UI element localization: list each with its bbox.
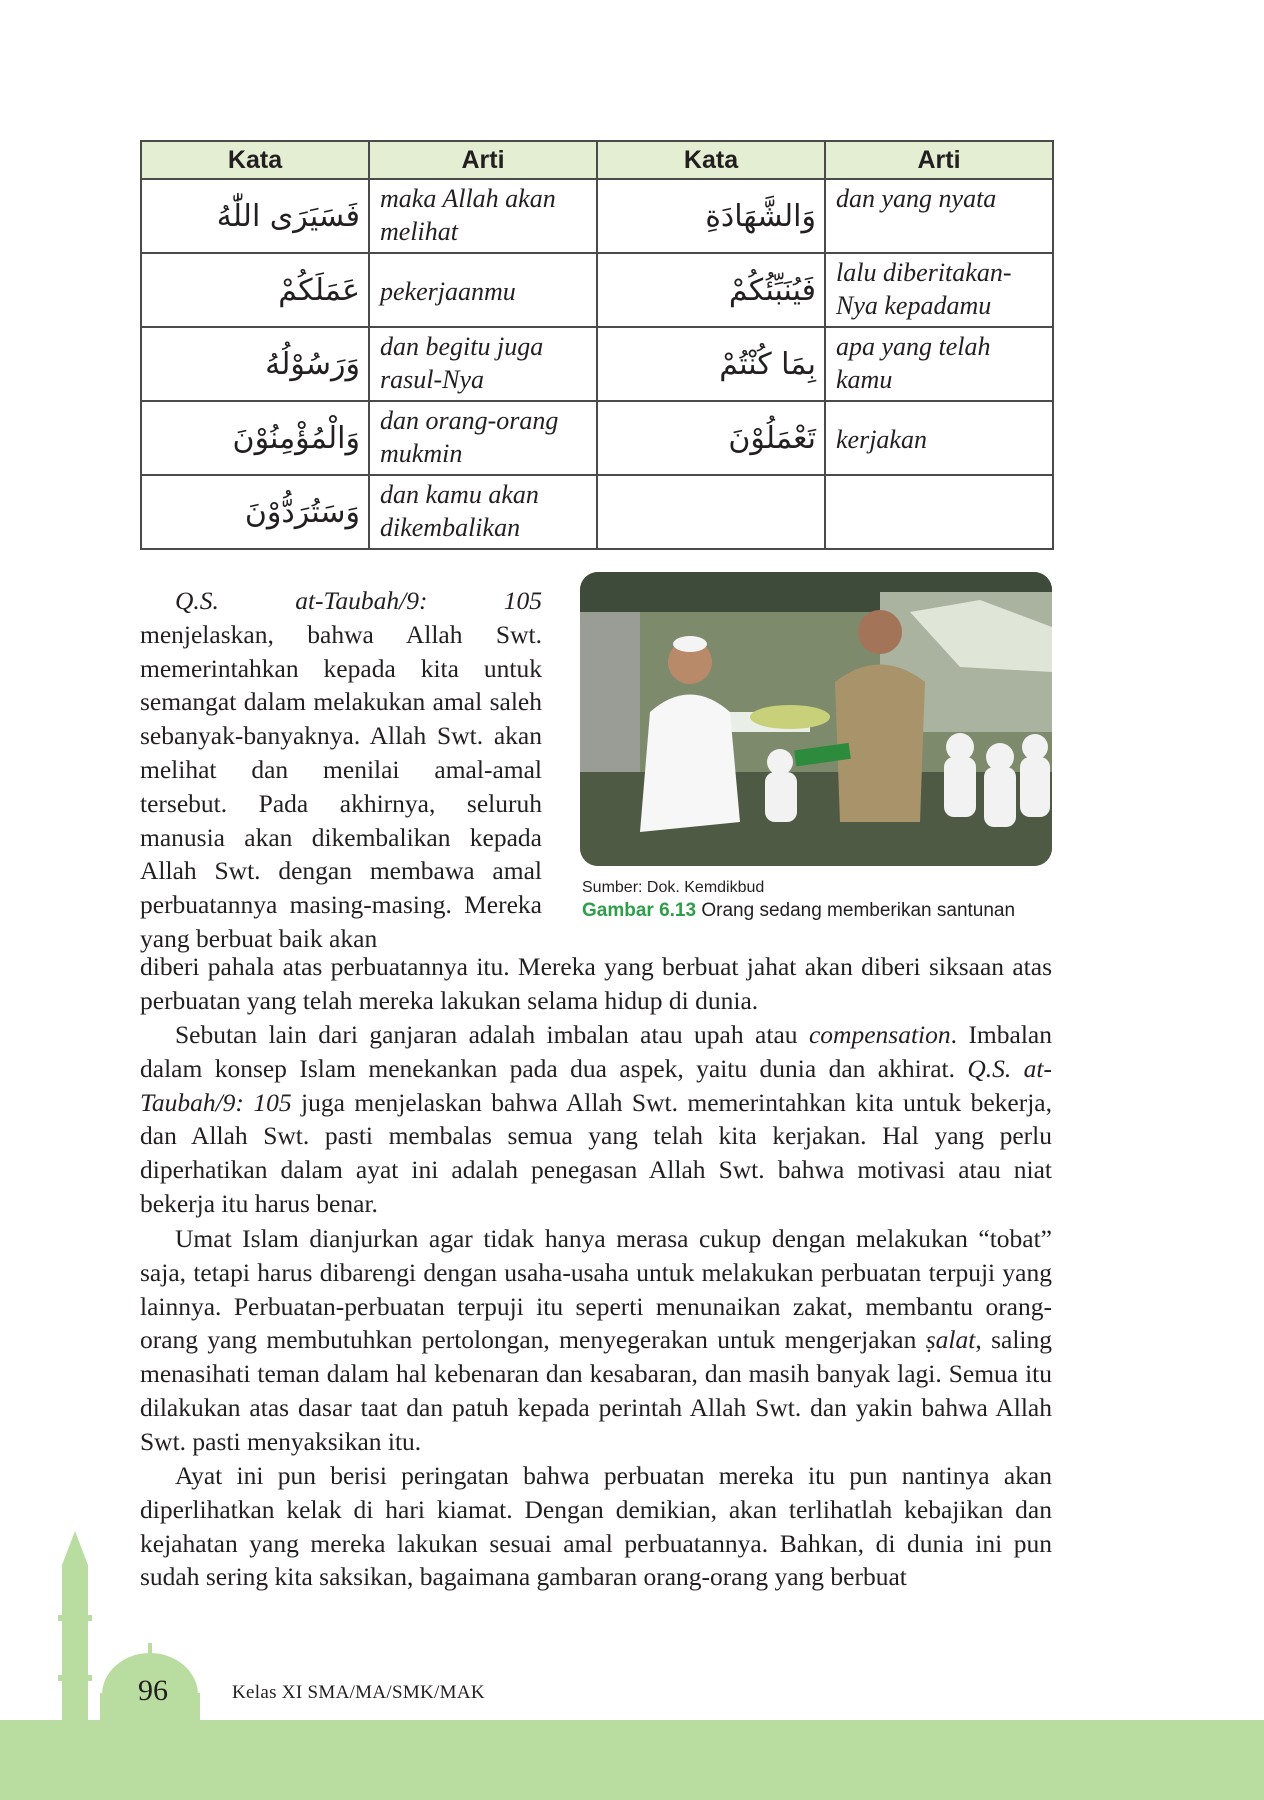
italic-term: ṣalat: [925, 1325, 976, 1355]
header-kata-1: Kata: [141, 141, 369, 179]
paragraph-3: [140, 1222, 1052, 1459]
arabic-word: [597, 475, 825, 549]
word-meaning: dan begitu juga rasul-Nya: [369, 327, 597, 401]
header-arti-1: Arti: [369, 141, 597, 179]
verse-reference: Q.S. at-Taubah/9: 105: [175, 586, 542, 615]
arabic-word: وَسَتُرَدُّوْنَ: [141, 475, 369, 549]
paragraph-text: menjelaskan, bahwa Allah Swt. memerintahkan kepada kita untuk semangat dalam melakukan amal saleh sebanyak-banyaknya. Allah Swt. akan melihat dan menilai amal-amal tersebut. Pada akhirnya, seluruh manusia akan dikembalikan kepada Allah Swt. dengan membawa amal perbuatannya masing-masing. Mereka yang berbuat baik akan: [140, 619, 542, 953]
arabic-word: وَالشَّهَادَةِ: [597, 179, 825, 253]
word-meaning: dan yang nyata: [825, 179, 1053, 253]
word-meaning: pekerjaanmu: [369, 253, 597, 327]
arabic-word: وَالْمُؤْمِنُوْنَ: [141, 401, 369, 475]
table-row: [141, 327, 1053, 401]
word-meaning: dan orang-orang mukmin: [369, 401, 597, 475]
photo-illustration: [580, 572, 1052, 866]
table-row: [141, 179, 1053, 253]
figure-caption-text: Orang sedang memberikan santunan: [696, 900, 1016, 921]
arabic-word: فَيُنَبِّئُكُمْ: [597, 253, 825, 327]
arabic-word: عَمَلَكُمْ: [141, 253, 369, 327]
table-row: [141, 253, 1053, 327]
figure-caption: [582, 900, 1015, 922]
word-meaning: apa yang telah kamu: [825, 327, 1053, 401]
header-kata-2: Kata: [597, 141, 825, 179]
page-number: 96: [138, 1674, 168, 1707]
footer-book-title: Kelas XI SMA/MA/SMK/MAK: [232, 1682, 485, 1703]
paragraph-1-continued: diberi pahala atas perbuatannya itu. Mereka yang berbuat jahat akan diberi siksaan atas perbuatan yang telah mereka lakukan selama hidup di dunia.: [140, 952, 1052, 1015]
paragraph-text: Umat Islam dianjurkan agar tidak hanya merasa cukup dengan melakukan “tobat” saja, tetapi harus dibarengi dengan usaha-usaha untuk melakukan perbuatan terpuji yang lainnya. Perbuatan-perbuatan terpuji itu seperti menunaikan zakat, membantu orang-orang yang membutuhkan pertolongan, menyegerakan untuk mengerjakan: [140, 1224, 1052, 1355]
word-meaning: kerjakan: [825, 401, 1053, 475]
figure-label: Gambar 6.13: [582, 900, 697, 921]
verse-reference: Q.S. at-Taubah/9: 105: [140, 1053, 1053, 1117]
paragraph-text: Sebutan lain dari ganjaran adalah imbalan atau upah atau: [175, 1020, 809, 1049]
table-header-row: [141, 141, 1053, 179]
arabic-word: وَرَسُوْلُهُ: [141, 327, 369, 401]
word-meaning: maka Allah akan melihat: [369, 179, 597, 253]
arabic-word: فَسَيَرَى اللّٰهُ: [141, 179, 369, 253]
italic-term: compensation: [808, 1020, 951, 1049]
vocabulary-table: [140, 140, 1054, 550]
mosque-silhouette-icon: [0, 1525, 260, 1800]
paragraph-4: Ayat ini pun berisi peringatan bahwa perbuatan mereka itu pun nantinya akan diperlihatkan kelak di hari kiamat. Dengan demikian, akan terlihatlah kebajikan dan kejahatan yang mereka lakukan sesuai amal perbuatannya. Bahkan, di dunia ini pun sudah sering kita saksikan, bagaimana gambaran orang-orang yang berbuat: [140, 1461, 1052, 1592]
arabic-word: تَعْمَلُوْنَ: [597, 401, 825, 475]
arabic-word: بِمَا كُنْتُمْ: [597, 327, 825, 401]
figure-source: Sumber: Dok. Kemdikbud: [582, 879, 765, 896]
word-meaning: [825, 475, 1053, 549]
paragraph-text: juga menjelaskan bahwa Allah Swt. memerintahkan kita untuk bekerja, dan Allah Swt. pasti membalas semua yang telah kita kerjakan. Hal yang perlu diperhatikan dalam ayat ini adalah penegasan Allah Swt. bahwa motivasi atau niat bekerja itu harus benar.: [140, 1087, 1053, 1218]
header-arti-2: Arti: [825, 141, 1053, 179]
word-meaning: dan kamu akan dikembalikan: [369, 475, 597, 549]
photo-santunan: [580, 572, 1052, 866]
word-meaning: lalu diberitakan-Nya kepadamu: [825, 253, 1053, 327]
paragraph-text: . Imbalan dalam konsep Islam menekankan pada dua aspek, yaitu dunia dan akhirat.: [140, 1020, 1052, 1083]
paragraph-text: , saling menasihati teman dalam hal kebenaran dan kesabaran, dan masih banyak lagi. Semua itu dilakukan atas dasar taat dan patuh kepada perintah Allah Swt. dan yakin bahwa Allah Swt. pasti menyaksikan itu.: [140, 1325, 1052, 1456]
paragraph-2: [140, 1018, 1052, 1221]
table-row: [141, 401, 1053, 475]
paragraph-1-wrapped: [140, 584, 542, 956]
table-row: [141, 475, 1053, 549]
